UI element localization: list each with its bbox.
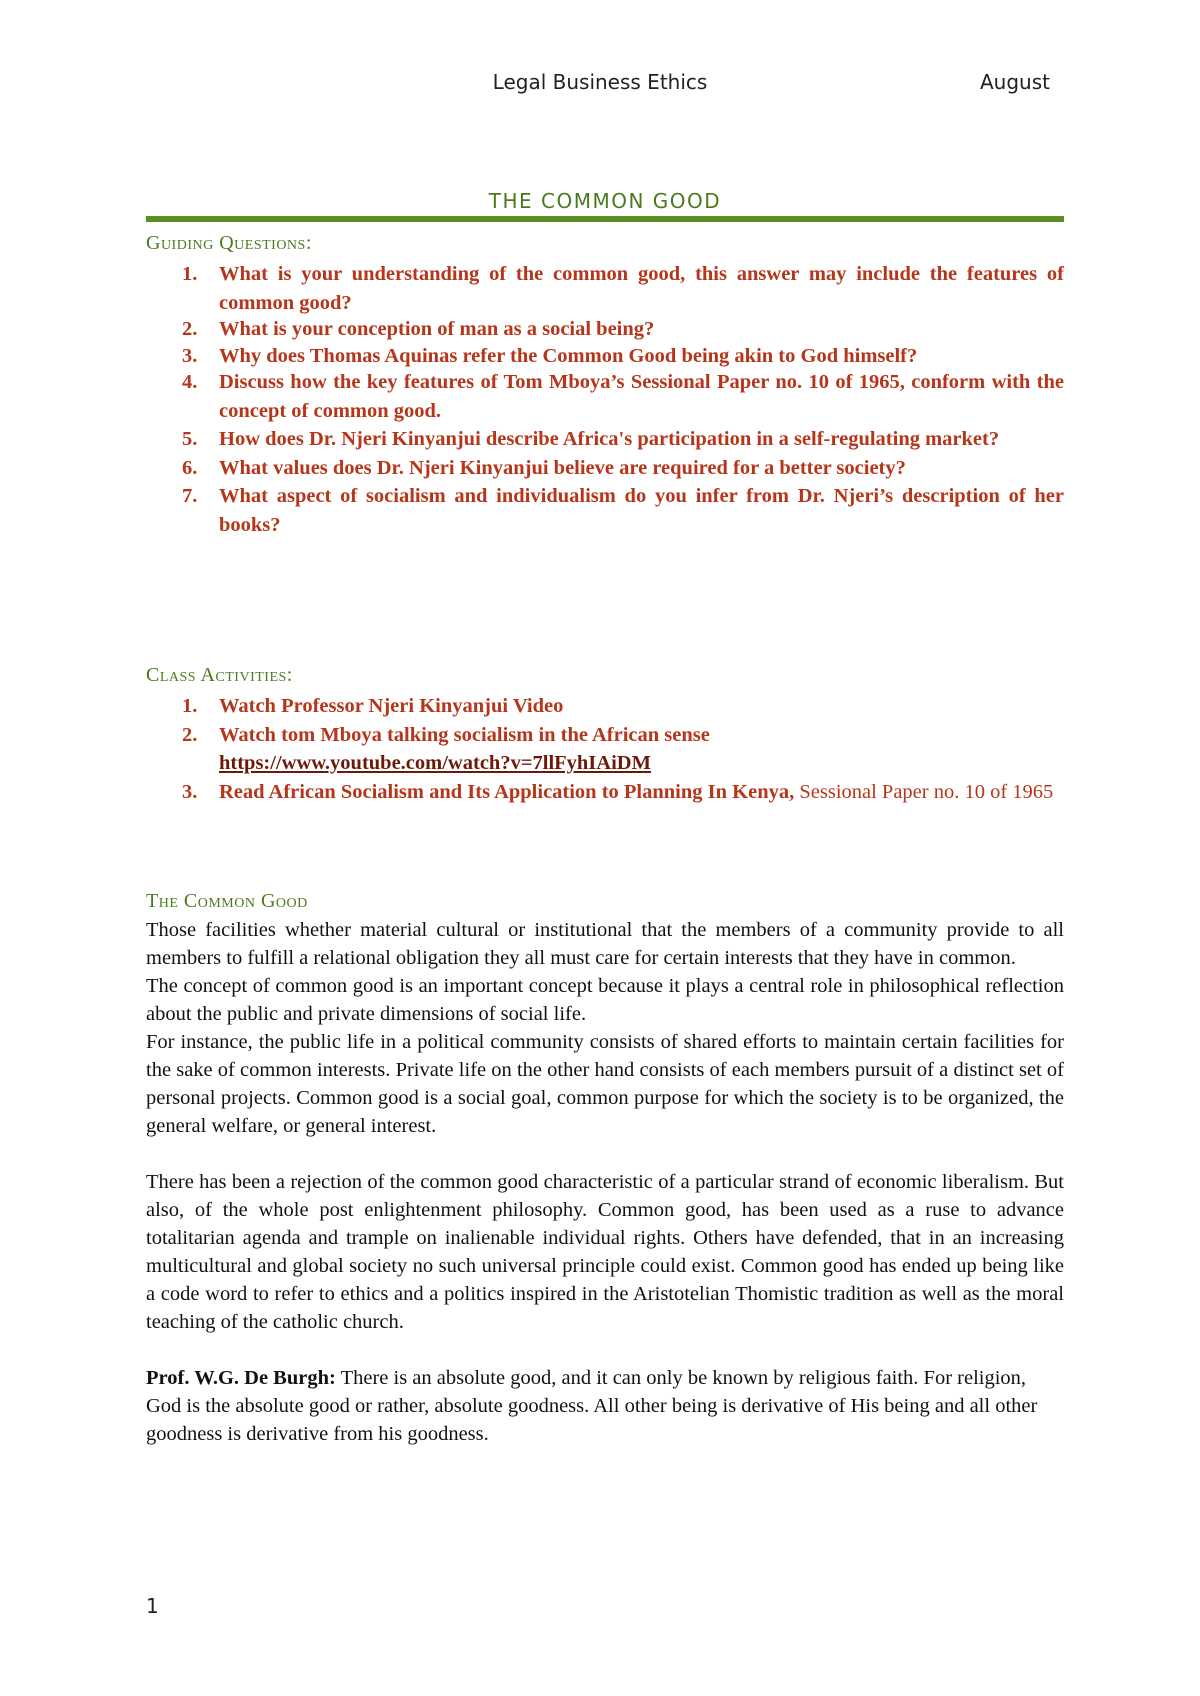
guiding-questions-heading: Guiding Questions: bbox=[146, 232, 312, 254]
list-number: 1. bbox=[182, 695, 198, 717]
running-header-title: Legal Business Ethics bbox=[492, 70, 708, 94]
list-item bbox=[146, 425, 1064, 454]
question-text: What values does Dr. Njeri Kinyanjui believe are required for a better society? bbox=[219, 456, 906, 479]
paragraph: There has been a rejection of the common good characteristic of a particular strand of economic liberalism. But also, of the whole post enlightenment philosophy. Common good, has been used as a ruse to advance totalitarian agenda and trample on inalienable individual rights. Others have defended, that in an increasing multicultural and global society no such universal principle could exist. Common good has ended up being like a code word to refer to ethics and a politics inspired in the Aristotelian Thomistic tradition as well as the moral teaching of the catholic church. bbox=[146, 1171, 1064, 1333]
question-text: What aspect of socialism and individualism do you infer from Dr. Njeri’s description of her books? bbox=[219, 485, 1064, 536]
question-text: How does Dr. Njeri Kinyanjui describe Africa's participation in a self-regulating market? bbox=[219, 428, 1000, 450]
running-header-month: August bbox=[980, 70, 1050, 94]
youtube-link[interactable]: https://www.youtube.com/watch?v=7llFyhIAiDM bbox=[219, 752, 651, 774]
prof-quote-paragraph bbox=[146, 1364, 1064, 1448]
list-number: 1. bbox=[182, 263, 198, 285]
document-title: THE COMMON GOOD bbox=[488, 189, 722, 213]
title-divider bbox=[146, 216, 1064, 222]
list-item bbox=[146, 342, 1064, 371]
class-activities-list bbox=[146, 692, 1064, 806]
activity-text: Watch Professor Njeri Kinyanjui Video bbox=[219, 695, 564, 717]
list-item bbox=[146, 368, 1064, 425]
list-item bbox=[146, 260, 1064, 317]
activity-text-rest: Sessional Paper no. 10 of 1965 bbox=[794, 780, 1054, 803]
list-item bbox=[146, 692, 1064, 721]
list-item bbox=[146, 482, 1064, 539]
common-good-body bbox=[146, 916, 1064, 1448]
question-text: What is your understanding of the common good, this answer may include the features of common good? bbox=[219, 263, 1064, 314]
page-number: 1 bbox=[146, 1594, 159, 1618]
list-number: 6. bbox=[182, 456, 198, 479]
list-item bbox=[146, 454, 1064, 483]
list-number: 3. bbox=[182, 344, 198, 367]
paragraph: The concept of common good is an important concept because it plays a central role in philosophical reflection about the public and private dimensions of social life. bbox=[146, 975, 1064, 1025]
list-number: 3. bbox=[182, 780, 198, 803]
list-number: 2. bbox=[182, 318, 198, 340]
list-item bbox=[146, 315, 1064, 344]
list-item bbox=[146, 778, 1064, 807]
prof-text: There is an absolute good, and it can only be known by religious faith. For religion, God is the absolute good or rather, absolute goodness. All other being is derivative of His being and all other goodness is derivative from his goodness. bbox=[146, 1367, 1038, 1445]
guiding-questions-list bbox=[146, 260, 1064, 539]
paragraph: Those facilities whether material cultural or institutional that the members of a community provide to all members to fulfill a relational obligation they all must care for certain interests that they have in common. bbox=[146, 919, 1064, 969]
common-good-heading: The Common Good bbox=[146, 890, 308, 912]
question-text: Discuss how the key features of Tom Mboya’s Sessional Paper no. 10 of 1965, conform with the concept of common good. bbox=[219, 371, 1064, 422]
activity-text: Read African Socialism and Its Application to Planning In Kenya, bbox=[219, 780, 795, 803]
list-number: 7. bbox=[182, 485, 198, 507]
question-text: Why does Thomas Aquinas refer the Common Good being akin to God himself? bbox=[219, 344, 918, 367]
list-item bbox=[146, 721, 1064, 778]
class-activities-heading: Class Activities: bbox=[146, 664, 293, 686]
list-number: 5. bbox=[182, 428, 198, 450]
prof-label: Prof. W.G. De Burgh: bbox=[146, 1367, 336, 1389]
question-text: What is your conception of man as a social being? bbox=[219, 318, 655, 340]
paragraph: For instance, the public life in a political community consists of shared efforts to maintain certain facilities for the sake of common interests. Private life on the other hand consists of each members pursuit of a distinct set of personal projects. Common good is a social goal, common purpose for which the society is to be organized, the general welfare, or general interest. bbox=[146, 1031, 1064, 1137]
list-number: 2. bbox=[182, 723, 198, 746]
list-number: 4. bbox=[182, 371, 198, 393]
activity-text: Watch tom Mboya talking socialism in the African sense bbox=[219, 723, 710, 746]
